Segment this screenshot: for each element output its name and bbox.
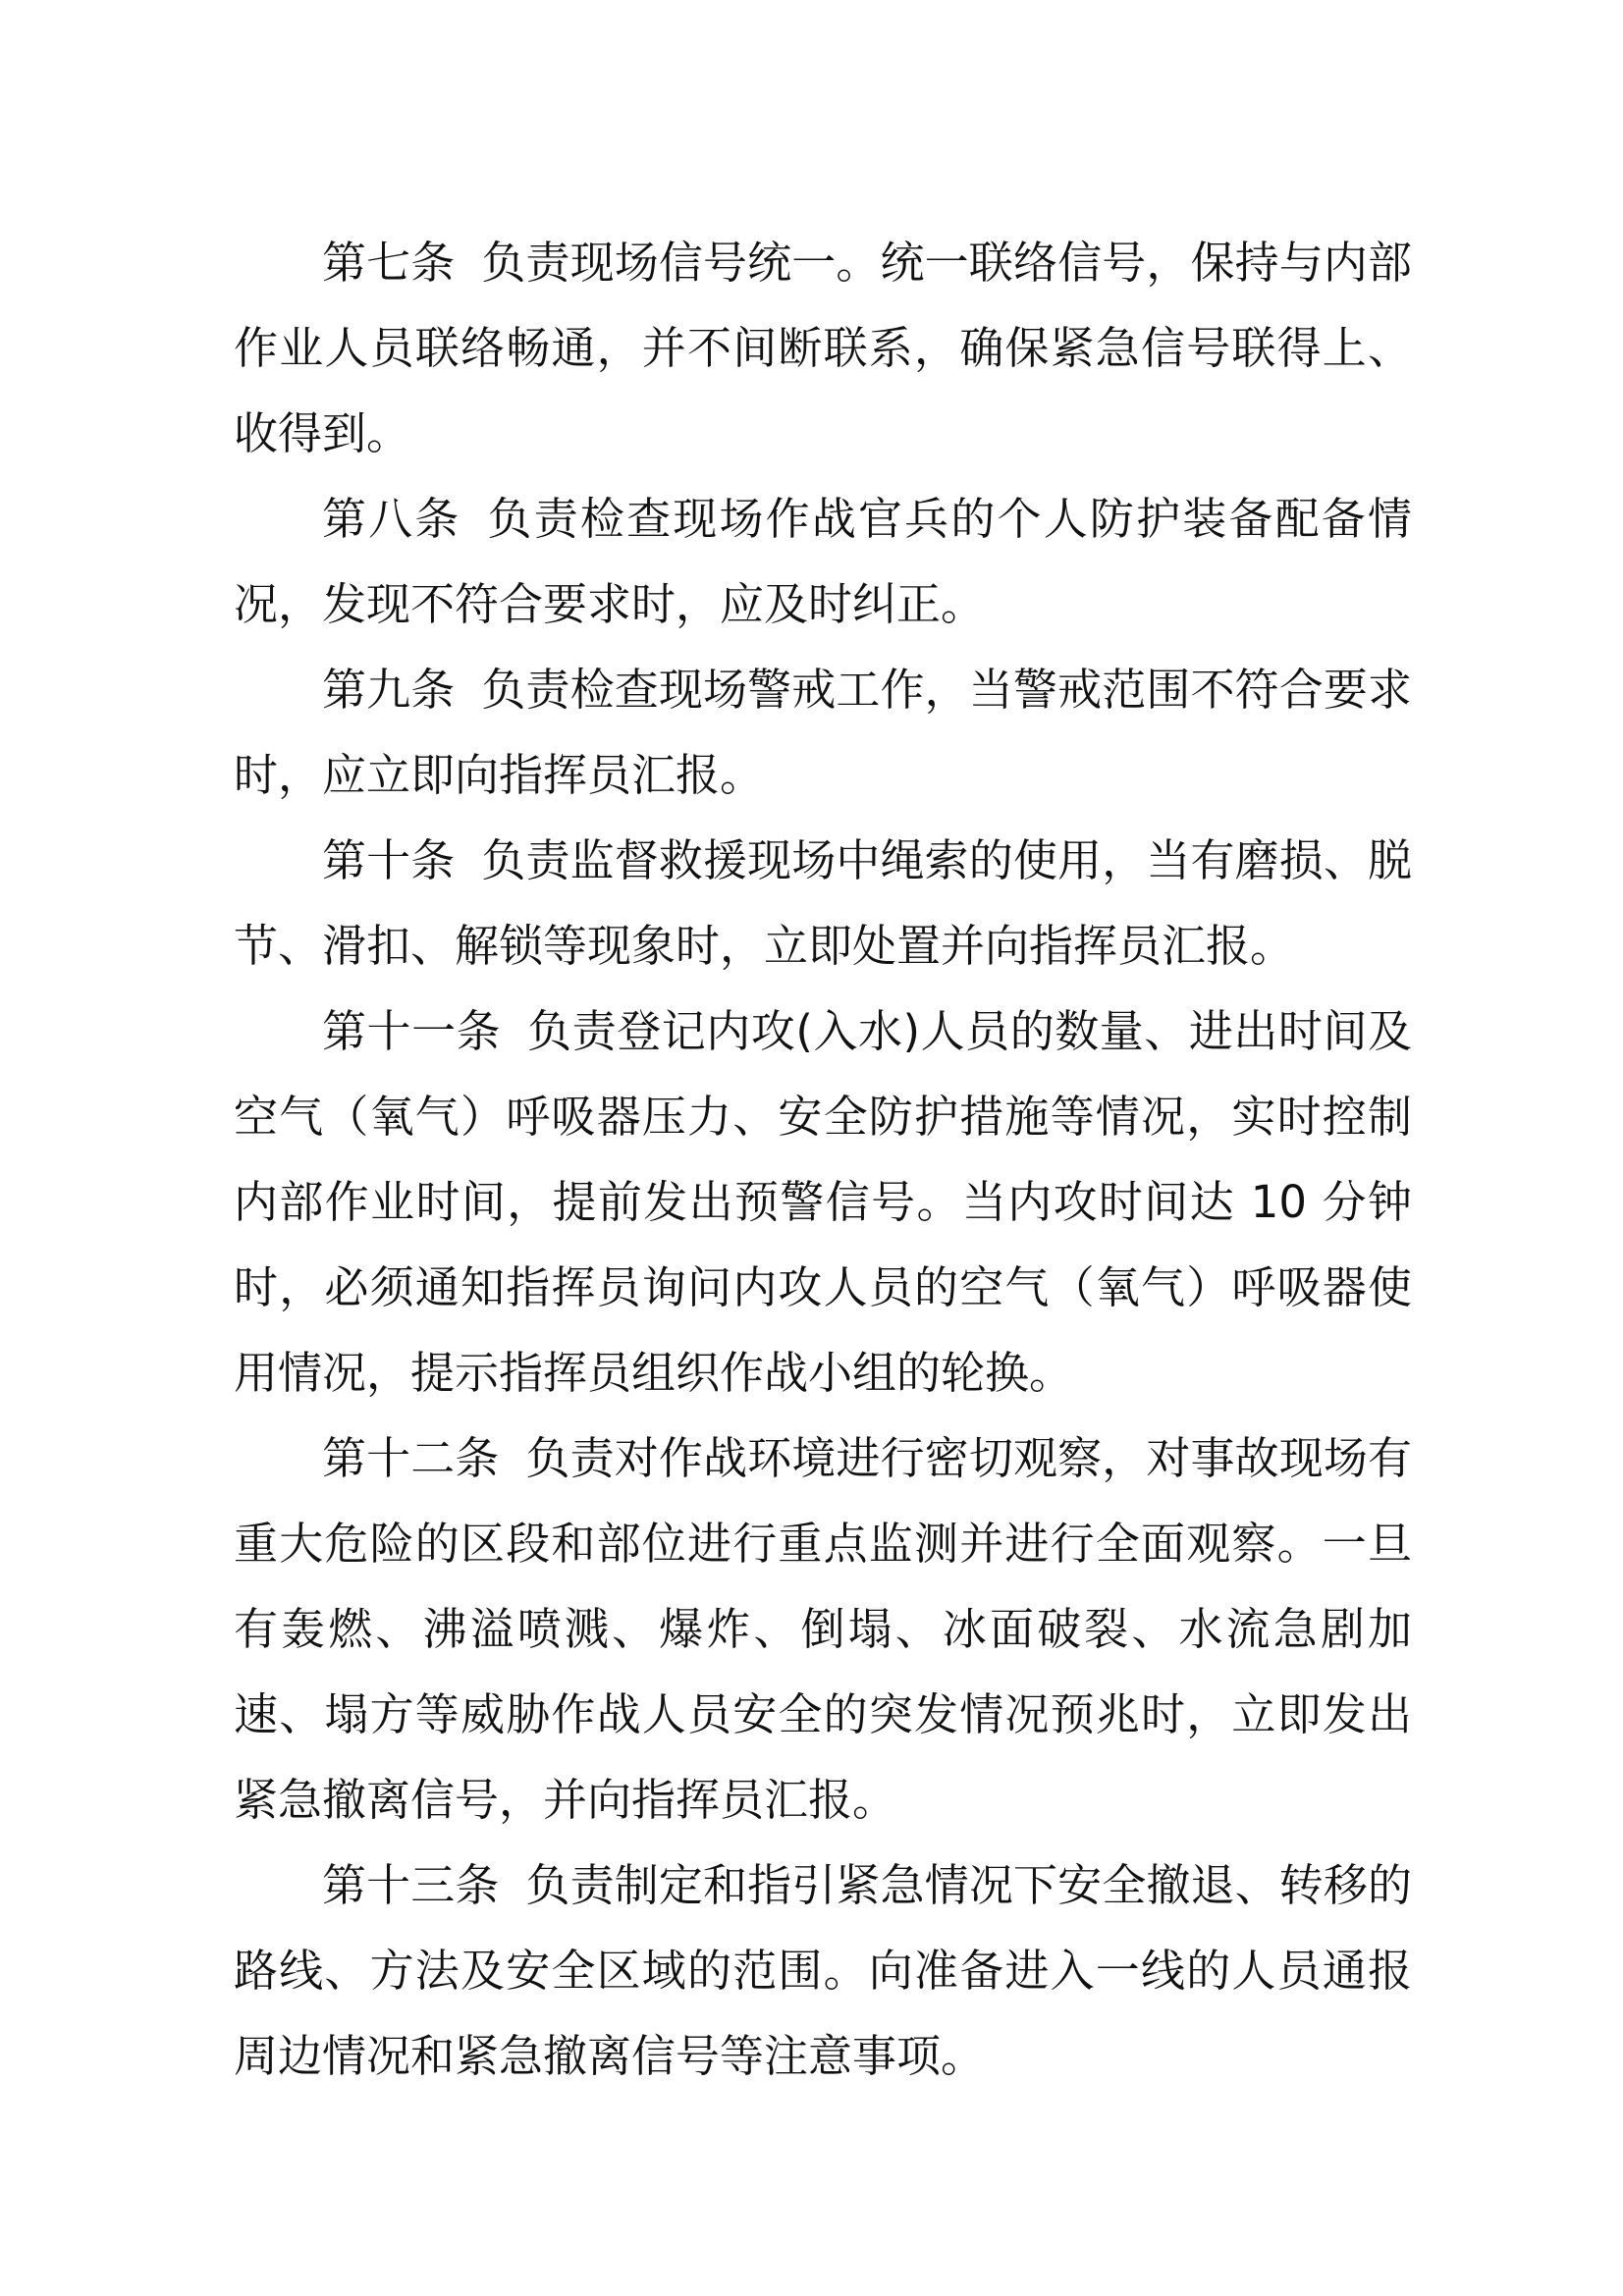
article-11 xyxy=(234,988,1412,1415)
article-label: 第十二条 xyxy=(322,1432,500,1484)
article-label: 第七条 xyxy=(322,237,456,289)
article-text: 负责现场信号统一。统一联络信号，保持与内部作业人员联络畅通，并不间断联系，确保紧急信号联得上、收得到。 xyxy=(234,237,1412,459)
article-text: 负责检查现场作战官兵的个人防护装备配备情况，发现不符合要求时，应及时纠正。 xyxy=(234,493,1412,630)
article-label: 第九条 xyxy=(322,664,456,716)
article-text: 负责对作战环境进行密切观察，对事故现场有重大危险的区段和部位进行重点监测并进行全面观察。一旦有轰燃、沸溢喷溅、爆炸、倒塌、冰面破裂、水流急剧加速、塌方等威胁作战人员安全的突发情况预兆时，立即发出紧急撤离信号，并向指挥员汇报。 xyxy=(234,1432,1412,1826)
article-10 xyxy=(234,818,1412,988)
article-text: 负责登记内攻(入水)人员的数量、进出时间及空气（氧气）呼吸器压力、安全防护措施等情况，实时控制内部作业时间，提前发出预警信号。当内攻时间达 10 分钟时，必须通知指挥员询问内攻人员的空气（氧气）呼吸器使用情况，提示指挥员组织作战小组的轮换。 xyxy=(234,1005,1412,1399)
article-8 xyxy=(234,476,1412,647)
article-label: 第十三条 xyxy=(322,1859,500,1911)
article-text: 负责监督救援现场中绳索的使用，当有磨损、脱节、滑扣、解锁等现象时，立即处置并向指挥员汇报。 xyxy=(234,834,1412,972)
article-label: 第十条 xyxy=(322,834,456,886)
article-9 xyxy=(234,647,1412,818)
article-label: 第八条 xyxy=(322,493,461,545)
article-text: 负责检查现场警戒工作，当警戒范围不符合要求时，应立即向指挥员汇报。 xyxy=(234,664,1412,801)
article-label: 第十一条 xyxy=(322,1005,502,1057)
article-7 xyxy=(234,220,1412,476)
article-13 xyxy=(234,1842,1412,2099)
article-12 xyxy=(234,1415,1412,1842)
document-body xyxy=(234,220,1412,2099)
article-text: 负责制定和指引紧急情况下安全撤退、转移的路线、方法及安全区域的范围。向准备进入一线的人员通报周边情况和紧急撤离信号等注意事项。 xyxy=(234,1859,1412,2082)
